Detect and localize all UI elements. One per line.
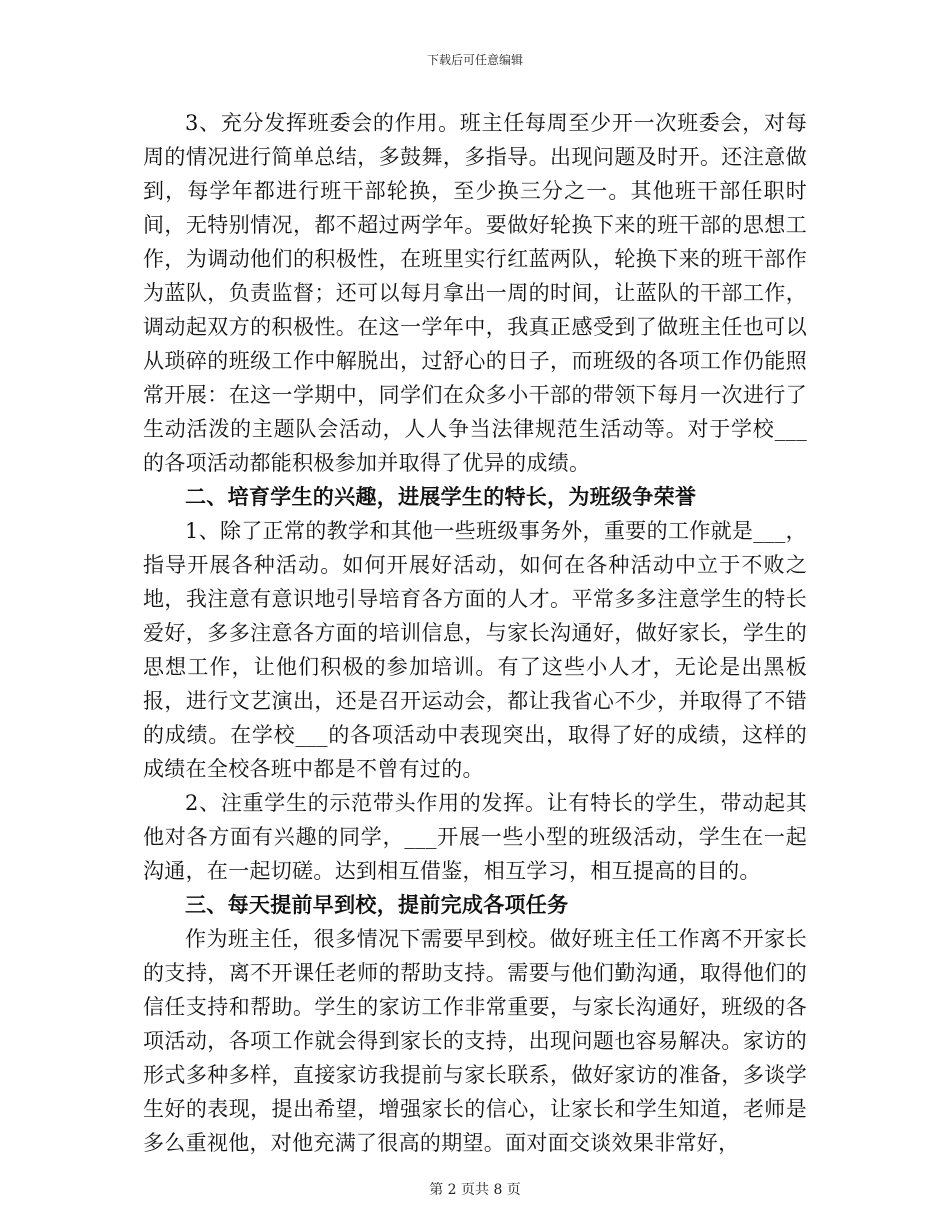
document-body — [143, 106, 807, 1160]
paragraph-parent-communication: 作为班主任，很多情况下需要早到校。做好班主任工作离不开家长的支持，离不开课任老师的帮助支持。需要与他们勤沟通，取得他们的信任支持和帮助。学生的家访工作非常重要，与家长沟通好，班级的各项活动，各项工作就会得到家长的支持，出现问题也容易解决。家访的形式多种多样，直接家访我提前与家长联系，做好家访的准备，多谈学生好的表现，提出希望，增强家长的信心，让家长和学生知道，老师是多么重视他，对他充满了很高的期望。面对面交谈效果非常好， — [143, 927, 807, 1155]
paragraph-class-committee: 3、充分发挥班委会的作用。班主任每周至少开一次班委会，对每周的情况进行简单总结，多鼓舞，多指导。出现问题及时开。还注意做到，每学年都进行班干部轮换，至少换三分之一。其他班干部任职时间，无特别情况，都不超过两学年。要做好轮换下来的班干部的思想工作，为调动他们的积极性，在班里实行红蓝两队，轮换下来的班干部作为蓝队，负责监督；还可以每月拿出一周的时间，让蓝队的干部工作，调动起双方的积极性。在这一学年中，我真正感受到了做班主任也可以从琐碎的班级工作中解脱出，过舒心的日子，而班级的各项工作仍能照常开展：在这一学期中，同学们在众多小干部的带领下每月一次进行了生动活泼的主题队会活动，人人争当法律规范生活动等。对于学校___的各项活动都能积极参加并取得了优异的成绩。 — [143, 111, 807, 475]
section-heading-arrive-early: 三、每天提前早到校，提前完成各项任务 — [185, 892, 569, 917]
paragraph-student-role-models: 2、注重学生的示范带头作用的发挥。让有特长的学生，带动起其他对各方面有兴趣的同学，___开展一些小型的班级活动，学生在一起沟通，在一起切磋。达到相互借鉴，相互学习，相互提高的目的。 — [143, 791, 807, 883]
paragraph-activities-guidance: 1、除了正常的教学和其他一些班级事务外，重要的工作就是___，指导开展各种活动。如何开展好活动，如何在各种活动中立于不败之地，我注意有意识地引导培育各方面的人才。平常多多注意学生的特长爱好，多多注意各方面的培训信息，与家长沟通好，做好家长，学生的思想工作，让他们积极的参加培训。有了这些小人才，无论是出黑板报，进行文艺演出，还是召开运动会，都让我省心不少，并取得了不错的成绩。在学校___的各项活动中表现突出，取得了好的成绩，这样的成绩在全校各班中都是不曾有过的。 — [143, 519, 807, 781]
page-footer: 第 2 页共 8 页 — [429, 1182, 521, 1198]
section-heading-interests: 二、培育学生的兴趣，进展学生的特长，为班级争荣誉 — [185, 484, 697, 509]
page-header: 下载后可任意编辑 — [426, 53, 523, 67]
